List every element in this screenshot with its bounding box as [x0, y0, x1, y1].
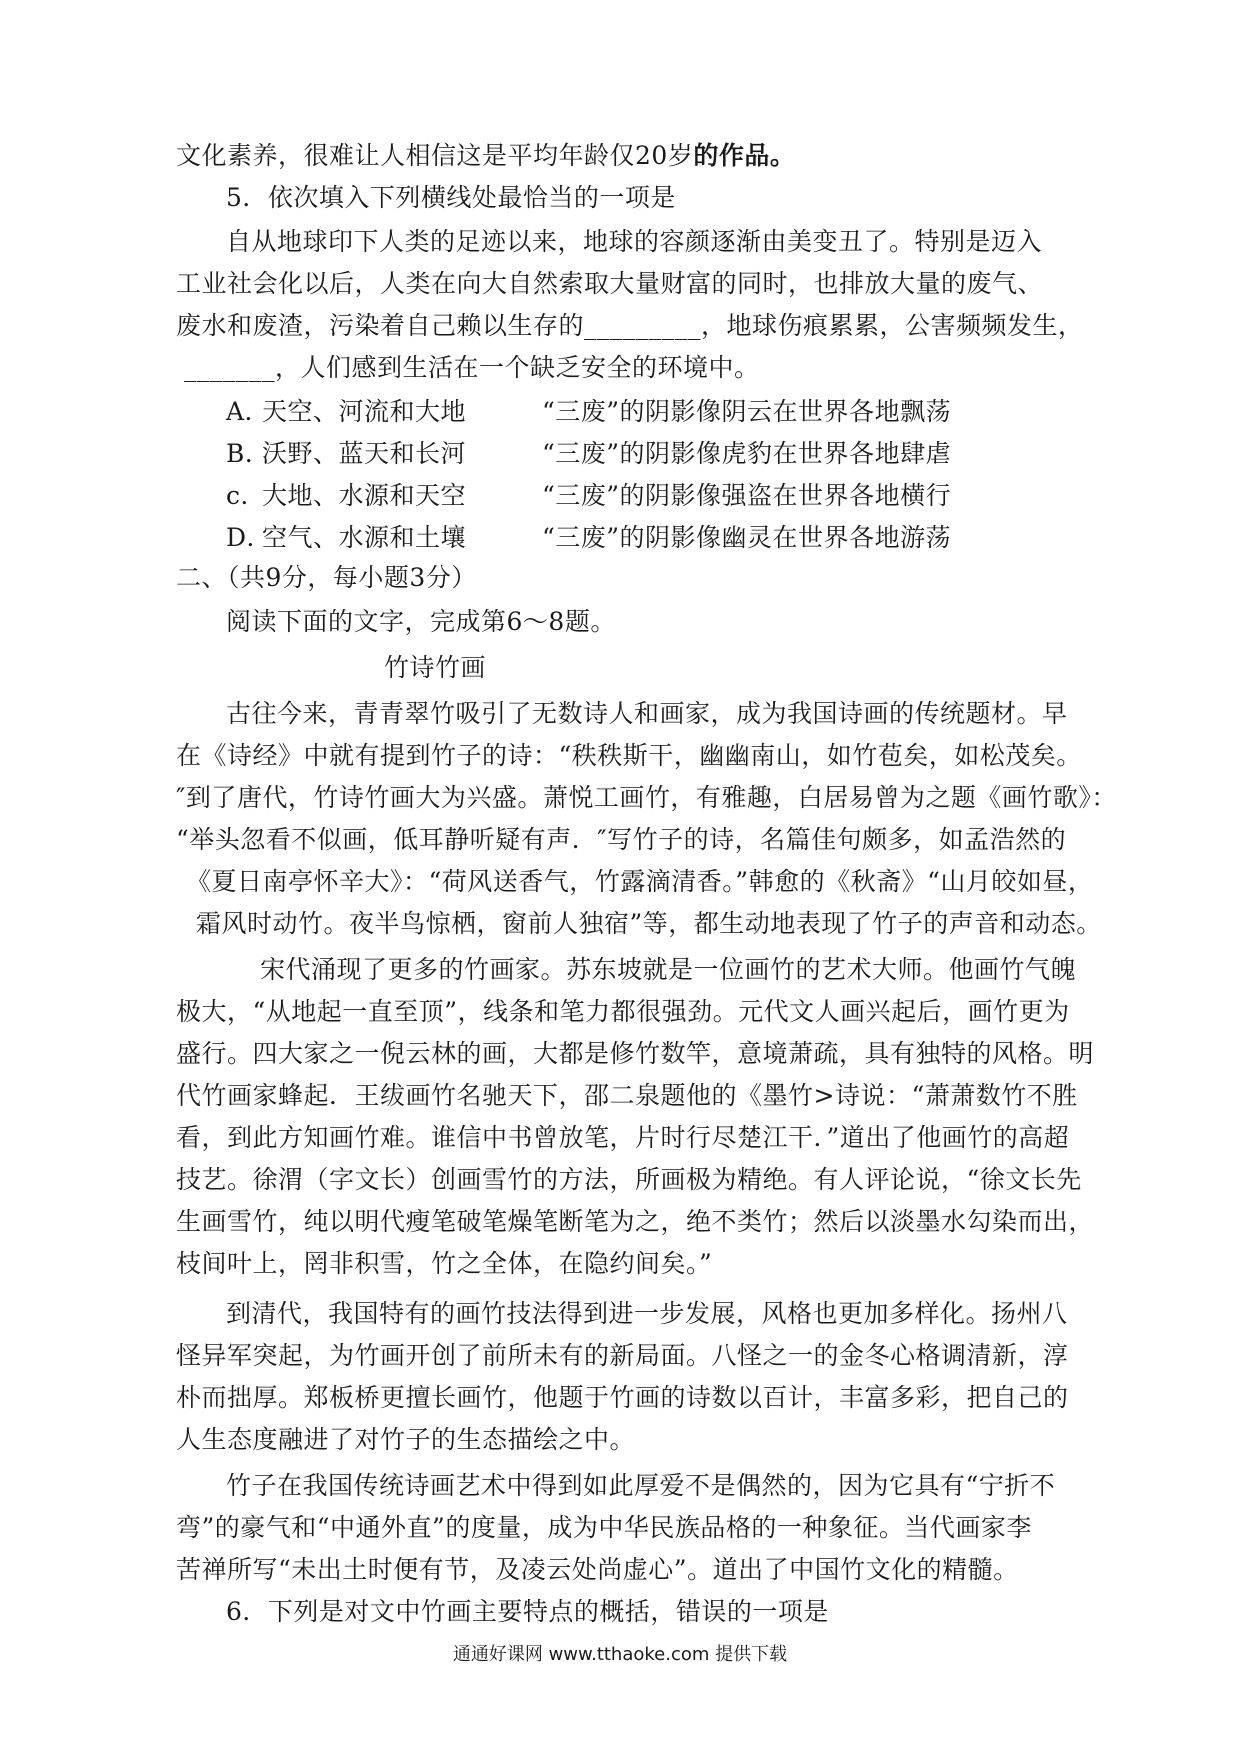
- para1-line-2: 在《诗经》中就有提到竹子的诗：“秩秩斯干，幽幽南山，如竹苞矣，如松茂矣。: [176, 741, 1082, 770]
- q5-option-b: [226, 438, 951, 470]
- para4-line-3: 苦禅所写“未出土时便有节，及凌云处尚虚心”。道出了中国竹文化的精髓。: [176, 1555, 1019, 1584]
- para2-line-1: 宋代涌现了更多的竹画家。苏东坡就是一位画竹的艺术大师。他画竹气魄: [260, 955, 1077, 984]
- para2-line-2: 极大，“从地起一直至顶”，线条和笔力都很强劲。元代文人画兴起后，画竹更为: [176, 997, 1070, 1026]
- para4-line-1: 竹子在我国传统诗画艺术中得到如此厚爱不是偶然的，因为它具有“宁折不: [226, 1471, 1056, 1500]
- section-2-instruction: 阅读下面的文字，完成第6～8题。: [226, 607, 616, 636]
- para3-line-1: 到清代，我国特有的画竹技法得到进一步发展，风格也更加多样化。扬州八: [226, 1299, 1068, 1328]
- option-part-2: “三废”的阴影像虎豹在世界各地肆虐: [542, 439, 952, 468]
- para2-line-4: 代竹画家蜂起．王绂画竹名驰天下，邵二泉题他的《墨竹>诗说：“萧萧数竹不胜: [176, 1081, 1078, 1110]
- para4-line-2: 弯”的豪气和“中通外直”的度量，成为中华民族品格的一种象征。当代画家李: [176, 1513, 1032, 1542]
- para2-line-5: 看，到此方知画竹难。谁信中书曾放笔，片时行尽楚江干．”道出了他画竹的高超: [176, 1123, 1070, 1152]
- para1-line-5: 《夏日南亭怀辛大》：“荷风送香气，竹露滴清香。”韩愈的《秋斋》“山月皎如昼，: [186, 867, 1094, 896]
- question-5-stem: 5．依次填入下列横线处最恰当的一项是: [226, 183, 676, 212]
- q5-passage-line-4: _______，人们感到生活在一个缺乏安全的环境中。: [184, 353, 760, 382]
- section-2-heading: 二、（共9分，每小题3分）: [176, 563, 477, 592]
- para2-line-3: 盛行。四大家之一倪云林的画，大都是修竹数竿，意境萧疏，具有独特的风格。明: [176, 1039, 1095, 1068]
- question-6-stem: 6．下列是对文中竹画主要特点的概括，错误的一项是: [226, 1597, 829, 1626]
- para3-line-4: 人生态度融进了对竹子的生态描绘之中。: [176, 1425, 636, 1454]
- para2-line-7: 生画雪竹，纯以明代瘦笔破笔燥笔断笔为之，绝不类竹；然后以淡墨水勾染而出，: [176, 1207, 1095, 1236]
- para2-line-6: 技艺。徐渭（字文长）创画雪竹的方法，所画极为精绝。有人评论说，“徐文长先: [176, 1165, 1082, 1194]
- page-footer: 通通好课网 www.tthaoke.com 提供下载: [452, 1644, 788, 1665]
- top-fragment-line: [176, 140, 795, 172]
- para3-line-2: 怪异军突起，为竹画开创了前所未有的新局面。八怪之一的金冬心格调清新，淳: [176, 1341, 1069, 1370]
- q5-option-a: [226, 396, 951, 428]
- q5-option-c: [226, 480, 951, 512]
- para1-line-3: ″到了唐代，竹诗竹画大为兴盛。萧悦工画竹，有雅趣，白居易曾为之题《画竹歌》：: [176, 783, 1117, 812]
- option-letter: c．: [226, 481, 267, 510]
- top-fragment-text: 文化素养，很难让人相信这是平均年龄仅20岁: [176, 141, 694, 170]
- option-part-2: “三废”的阴影像强盗在世界各地横行: [542, 481, 952, 510]
- option-part-1: 天空、河流和大地: [262, 397, 467, 426]
- option-part-1: 空气、水源和土壤: [262, 523, 467, 552]
- option-part-1: 沃野、蓝天和长河: [262, 439, 467, 468]
- option-letter: A．: [226, 397, 271, 426]
- para3-line-3: 朴而拙厚。郑板桥更擅长画竹，他题于竹画的诗数以百计，丰富多彩，把自己的: [176, 1383, 1069, 1412]
- q5-passage-line-2: 工业社会化以后，人类在向大自然索取大量财富的同时，也排放大量的废气、: [176, 269, 1044, 298]
- para1-line-4: “举头忽看不似画，低耳静听疑有声．″写竹子的诗，名篇佳句颇多，如孟浩然的: [176, 825, 1067, 854]
- top-fragment-bold: 的作品。: [693, 141, 796, 170]
- para2-line-8: 枝间叶上，罔非积雪，竹之全体，在隐约间矣。”: [176, 1249, 713, 1278]
- option-letter: B．: [226, 439, 271, 468]
- para1-line-1: 古往今来，青青翠竹吸引了无数诗人和画家，成为我国诗画的传统题材。早: [226, 699, 1068, 728]
- q5-passage-line-1: 自从地球印下人类的足迹以来，地球的容颜逐渐由美变丑了。特别是迈入: [226, 227, 1043, 256]
- option-part-2: “三废”的阴影像幽灵在世界各地游荡: [542, 523, 952, 552]
- article-title: 竹诗竹画: [384, 653, 487, 682]
- option-letter: D．: [226, 523, 273, 552]
- option-part-2: “三废”的阴影像阴云在世界各地飘荡: [542, 397, 952, 426]
- q5-passage-line-3: 废水和废渣，污染着自己赖以生存的_________，地球伤痕累累，公害频频发生，: [176, 311, 1084, 340]
- option-part-1: 大地、水源和天空: [262, 481, 467, 510]
- para1-line-6: 霜风时动竹。夜半鸟惊栖，窗前人独宿”等，都生动地表现了竹子的声音和动态。: [196, 909, 1102, 938]
- q5-option-d: [226, 522, 951, 554]
